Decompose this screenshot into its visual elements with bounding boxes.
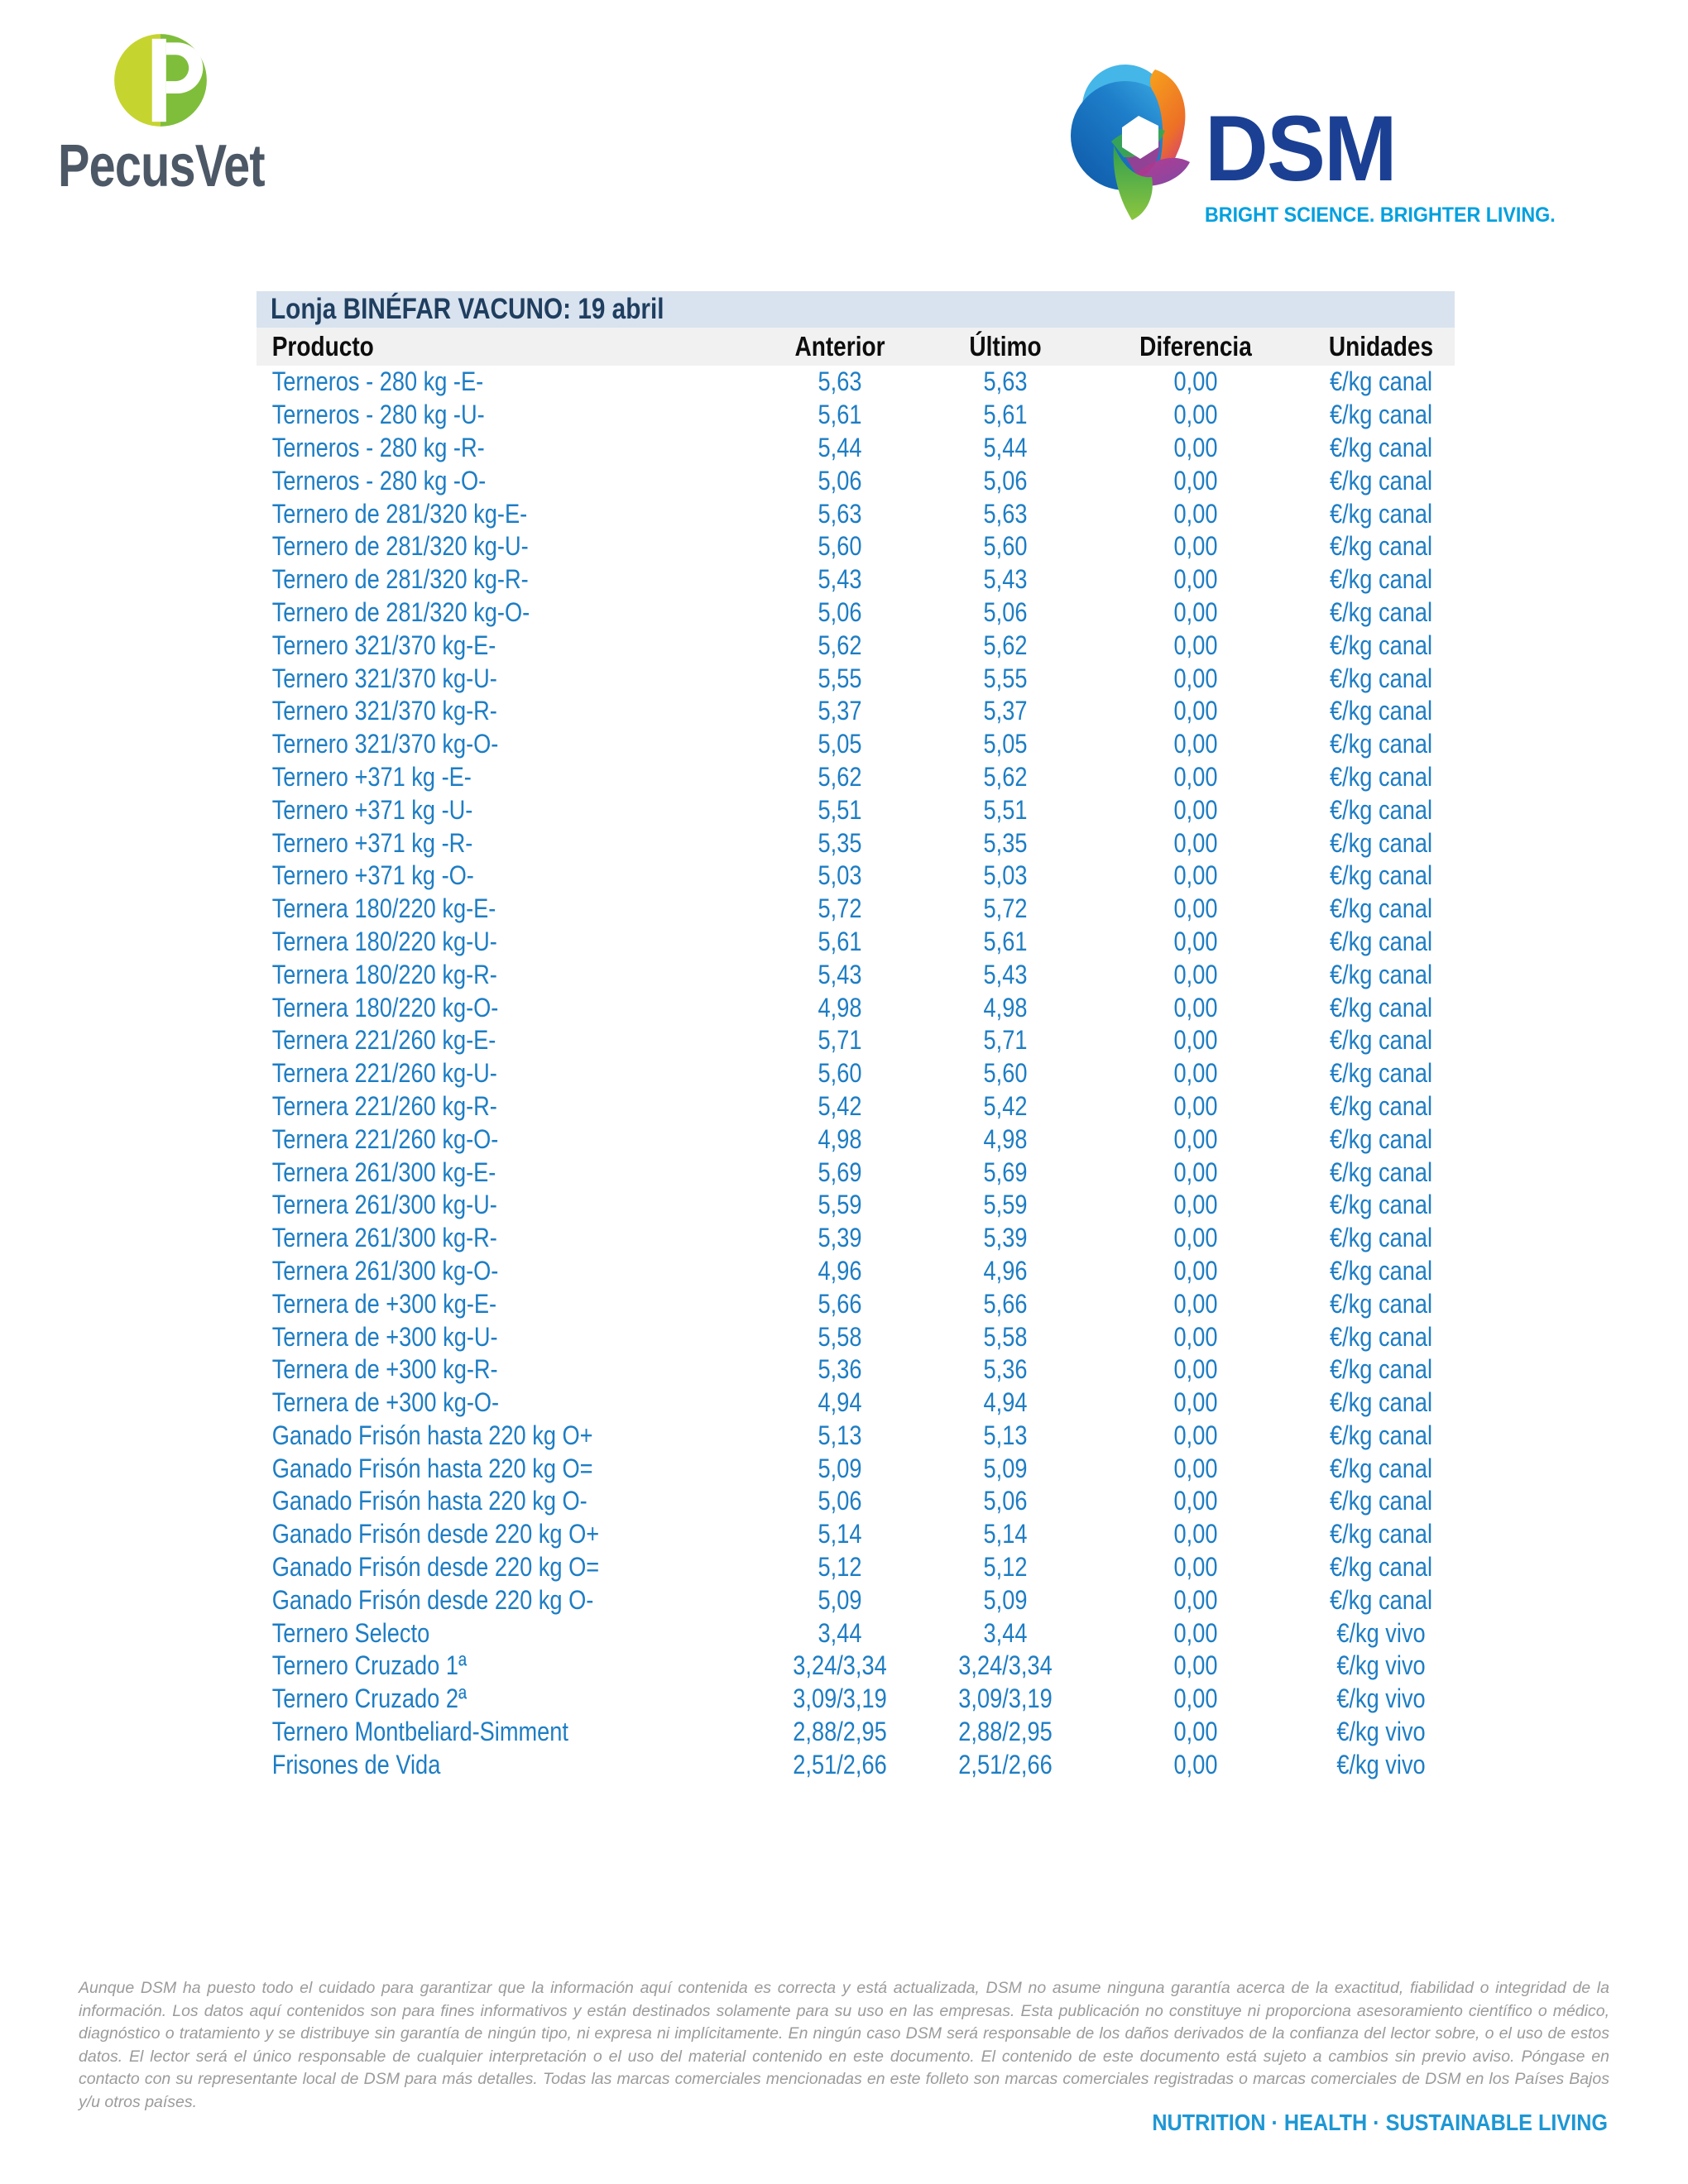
anterior-cell: 5,61 [818,400,862,430]
product-cell: Ternera 221/260 kg-U- [271,1058,497,1089]
product-cell: Terneros - 280 kg -E- [271,366,484,397]
anterior-cell: 5,37 [818,696,862,726]
table-row [257,1123,1455,1156]
diferencia-cell: 0,00 [1173,1453,1218,1483]
diferencia-cell: 0,00 [1173,992,1218,1023]
ultimo-cell: 2,51/2,66 [958,1749,1053,1779]
ultimo-cell: 5,61 [983,926,1028,956]
table-row [257,1090,1455,1123]
table-row [257,1616,1455,1650]
unidades-cell: €/kg canal [1330,926,1432,956]
product-cell: Ternero 321/370 kg-U- [271,663,497,693]
unidades-cell: €/kg canal [1330,1453,1432,1483]
table-row [257,860,1455,893]
anterior-cell: 5,63 [818,366,862,397]
table-body [257,366,1455,1781]
table-row [257,1551,1455,1584]
anterior-cell: 2,51/2,66 [793,1749,887,1779]
ultimo-cell: 5,69 [983,1157,1028,1187]
diferencia-cell: 0,00 [1173,1650,1218,1681]
anterior-cell: 5,05 [818,729,862,759]
ultimo-cell: 5,36 [983,1354,1028,1385]
diferencia-cell: 0,00 [1173,1584,1218,1615]
product-cell: Ternera de +300 kg-E- [271,1288,497,1319]
diferencia-cell: 0,00 [1173,531,1218,562]
pecusvet-monogram-icon [113,33,209,127]
product-cell: Terneros - 280 kg -O- [271,465,487,496]
table-row [257,1583,1455,1616]
product-cell: Ternero +371 kg -R- [271,827,473,858]
anterior-cell: 5,03 [818,860,862,891]
anterior-cell: 5,09 [818,1453,862,1483]
dsm-logo [1066,55,1582,228]
diferencia-cell: 0,00 [1173,893,1218,924]
anterior-cell: 5,55 [818,663,862,693]
unidades-cell: €/kg canal [1330,992,1432,1023]
anterior-cell: 5,13 [818,1420,862,1450]
product-cell: Ganado Frisón hasta 220 kg O- [271,1486,587,1516]
product-cell: Ternera 261/300 kg-E- [271,1157,496,1187]
table-row [257,563,1455,596]
diferencia-cell: 0,00 [1173,1420,1218,1450]
ultimo-cell: 5,58 [983,1321,1028,1352]
unidades-cell: €/kg canal [1330,1519,1432,1549]
unidades-cell: €/kg canal [1330,1486,1432,1516]
ultimo-cell: 5,43 [983,564,1028,595]
ultimo-cell: 5,06 [983,596,1028,627]
unidades-cell: €/kg canal [1330,564,1432,595]
column-header-diferencia: Diferencia [1139,331,1252,362]
diferencia-cell: 0,00 [1173,696,1218,726]
product-cell: Ternero de 281/320 kg-E- [271,498,528,529]
diferencia-cell: 0,00 [1173,1123,1218,1154]
anterior-cell: 5,60 [818,1058,862,1089]
diferencia-cell: 0,00 [1173,1255,1218,1286]
ultimo-cell: 5,06 [983,465,1028,496]
product-cell: Ternera 261/300 kg-O- [271,1255,499,1286]
ultimo-cell: 3,44 [983,1617,1028,1648]
diferencia-cell: 0,00 [1173,959,1218,989]
unidades-cell: €/kg canal [1330,860,1432,891]
unidades-cell: €/kg canal [1330,1354,1432,1385]
anterior-cell: 5,71 [818,1025,862,1056]
anterior-cell: 5,62 [818,761,862,792]
product-cell: Ternero de 281/320 kg-R- [271,564,529,595]
diferencia-cell: 0,00 [1173,1717,1218,1747]
ultimo-cell: 5,14 [983,1519,1028,1549]
pecusvet-logo [58,33,281,200]
unidades-cell: €/kg canal [1330,432,1432,462]
product-cell: Ganado Frisón desde 220 kg O+ [271,1519,600,1549]
ultimo-cell: 5,13 [983,1420,1028,1450]
diferencia-cell: 0,00 [1173,465,1218,496]
table-title-bar [257,291,1455,328]
ultimo-cell: 4,96 [983,1255,1028,1286]
unidades-cell: €/kg canal [1330,1223,1432,1253]
ultimo-cell: 5,66 [983,1288,1028,1319]
product-cell: Ternero Cruzado 1ª [271,1650,468,1681]
diferencia-cell: 0,00 [1173,827,1218,858]
anterior-cell: 2,88/2,95 [793,1717,887,1747]
unidades-cell: €/kg canal [1330,596,1432,627]
product-cell: Ternero 321/370 kg-E- [271,630,496,660]
anterior-cell: 5,58 [818,1321,862,1352]
product-cell: Ternero Cruzado 2ª [271,1684,468,1714]
product-cell: Ternera 261/300 kg-U- [271,1190,497,1220]
ultimo-cell: 5,63 [983,366,1028,397]
anterior-cell: 4,98 [818,1123,862,1154]
unidades-cell: €/kg canal [1330,893,1432,924]
unidades-cell: €/kg canal [1330,729,1432,759]
product-cell: Ganado Frisón desde 220 kg O- [271,1584,594,1615]
unidades-cell: €/kg canal [1330,1025,1432,1056]
product-cell: Terneros - 280 kg -U- [271,400,485,430]
anterior-cell: 5,51 [818,794,862,825]
unidades-cell: €/kg canal [1330,663,1432,693]
diferencia-cell: 0,00 [1173,596,1218,627]
diferencia-cell: 0,00 [1173,432,1218,462]
pecusvet-wordmark: PecusVet [58,133,265,199]
anterior-cell: 3,09/3,19 [793,1684,887,1714]
table-row [257,399,1455,432]
table-row [257,893,1455,926]
diferencia-cell: 0,00 [1173,729,1218,759]
unidades-cell: €/kg canal [1330,1058,1432,1089]
ultimo-cell: 5,09 [983,1453,1028,1483]
diferencia-cell: 0,00 [1173,1617,1218,1648]
ultimo-cell: 4,94 [983,1387,1028,1418]
diferencia-cell: 0,00 [1173,1190,1218,1220]
ultimo-cell: 5,12 [983,1552,1028,1583]
column-header-ultimo: Último [969,331,1042,362]
unidades-cell: €/kg canal [1330,1157,1432,1187]
unidades-cell: €/kg canal [1330,1255,1432,1286]
unidades-cell: €/kg canal [1330,498,1432,529]
diferencia-cell: 0,00 [1173,630,1218,660]
anterior-cell: 5,59 [818,1190,862,1220]
unidades-cell: €/kg vivo [1336,1717,1426,1747]
product-cell: Ternera 180/220 kg-R- [271,959,497,989]
diferencia-cell: 0,00 [1173,761,1218,792]
anterior-cell: 3,24/3,34 [793,1650,887,1681]
table-row [257,1057,1455,1090]
product-cell: Ternero +371 kg -U- [271,794,473,825]
anterior-cell: 5,06 [818,1486,862,1516]
ultimo-cell: 5,05 [983,729,1028,759]
table-row [257,1748,1455,1781]
ultimo-cell: 5,44 [983,432,1028,462]
price-table [257,291,1455,1781]
table-row [257,662,1455,695]
table-row [257,958,1455,991]
product-cell: Ternera 180/220 kg-E- [271,893,496,924]
table-row [257,926,1455,959]
diferencia-cell: 0,00 [1173,1223,1218,1253]
table-row [257,1255,1455,1288]
anterior-cell: 5,09 [818,1584,862,1615]
product-cell: Ganado Frisón desde 220 kg O= [271,1552,600,1583]
table-row [257,530,1455,563]
anterior-cell: 5,69 [818,1157,862,1187]
ultimo-cell: 5,59 [983,1190,1028,1220]
diferencia-cell: 0,00 [1173,1552,1218,1583]
diferencia-cell: 0,00 [1173,860,1218,891]
diferencia-cell: 0,00 [1173,1025,1218,1056]
unidades-cell: €/kg vivo [1336,1650,1426,1681]
anterior-cell: 5,66 [818,1288,862,1319]
unidades-cell: €/kg canal [1330,366,1432,397]
ultimo-cell: 4,98 [983,992,1028,1023]
product-cell: Ternero de 281/320 kg-O- [271,596,530,627]
table-row [257,728,1455,761]
legal-disclaimer: Aunque DSM ha puesto todo el cuidado para garantizar que la información aquí contenida es correcta y está actualizada, DSM no asume ninguna garantía acerca de la exactitud, fiabilidad o integridad de la información. Los datos aquí contenidos son para fines informativos y están destinados solamente para su uso en las empresas. Esta publicación no constituye ni proporciona asesoramiento científico o médico, diagnóstico o tratamiento y se distribuye sin garantía de ningún tipo, ni expresa ni implícitamente. En ningún caso DSM será responsable de los daños derivados de la confianza del lector sobre, o el uso de estos datos. El lector será el único responsable de cualquier interpretación o el uso del material contenido en este documento. El contenido de este documento está sujeto a cambios sin previo aviso. Póngase en contacto con su representante local de DSM para más detalles. Todas las marcas comerciales mencionadas en este folleto son marcas comerciales registradas o marcas comerciales de DSM en los Países Bajos y/u otros países. [79,1979,1609,2111]
product-cell: Ganado Frisón hasta 220 kg O= [271,1453,593,1483]
unidades-cell: €/kg canal [1330,1552,1432,1583]
ultimo-cell: 2,88/2,95 [958,1717,1053,1747]
product-cell: Ganado Frisón hasta 220 kg O+ [271,1420,593,1450]
anterior-cell: 5,63 [818,498,862,529]
ultimo-cell: 5,55 [983,663,1028,693]
table-row [257,991,1455,1024]
ultimo-cell: 5,43 [983,959,1028,989]
anterior-cell: 5,39 [818,1223,862,1253]
table-row [257,826,1455,860]
diferencia-cell: 0,00 [1173,1684,1218,1714]
ultimo-cell: 5,35 [983,827,1028,858]
ultimo-cell: 4,98 [983,1123,1028,1154]
unidades-cell: €/kg canal [1330,1321,1432,1352]
anterior-cell: 3,44 [818,1617,862,1648]
dsm-footer-tagline: NUTRITION · HEALTH · SUSTAINABLE LIVING [1152,2110,1608,2135]
table-row [257,1024,1455,1057]
unidades-cell: €/kg canal [1330,1387,1432,1418]
diferencia-cell: 0,00 [1173,1090,1218,1121]
diferencia-cell: 0,00 [1173,1749,1218,1779]
unidades-cell: €/kg canal [1330,761,1432,792]
product-cell: Ternera de +300 kg-U- [271,1321,498,1352]
product-cell: Ternera 221/260 kg-O- [271,1123,499,1154]
product-cell: Ternera 221/260 kg-R- [271,1090,497,1121]
product-cell: Ternero Montbeliard-Simment [271,1717,568,1747]
table-row [257,464,1455,497]
anterior-cell: 4,96 [818,1255,862,1286]
diferencia-cell: 0,00 [1173,1058,1218,1089]
table-row [257,695,1455,728]
table-row [257,1716,1455,1749]
diferencia-cell: 0,00 [1173,366,1218,397]
ultimo-cell: 5,42 [983,1090,1028,1121]
table-row [257,1156,1455,1189]
product-cell: Frisones de Vida [271,1749,441,1779]
diferencia-cell: 0,00 [1173,794,1218,825]
anterior-cell: 5,43 [818,959,862,989]
ultimo-cell: 5,62 [983,761,1028,792]
dsm-wordmark: DSM [1205,97,1396,200]
table-row [257,1189,1455,1222]
ultimo-cell: 5,63 [983,498,1028,529]
unidades-cell: €/kg canal [1330,959,1432,989]
anterior-cell: 5,06 [818,465,862,496]
table-row [257,1353,1455,1387]
product-cell: Ternero de 281/320 kg-U- [271,531,529,562]
diferencia-cell: 0,00 [1173,1354,1218,1385]
diferencia-cell: 0,00 [1173,1288,1218,1319]
table-row [257,1420,1455,1453]
table-row [257,1387,1455,1420]
table-row [257,1485,1455,1518]
table-row [257,366,1455,399]
anterior-cell: 5,36 [818,1354,862,1385]
anterior-cell: 5,42 [818,1090,862,1121]
unidades-cell: €/kg canal [1330,630,1432,660]
table-row [257,497,1455,530]
table-row [257,1650,1455,1683]
product-cell: Ternera 221/260 kg-E- [271,1025,496,1056]
ultimo-cell: 5,71 [983,1025,1028,1056]
table-row [257,1518,1455,1551]
anterior-cell: 5,06 [818,596,862,627]
unidades-cell: €/kg canal [1330,1123,1432,1154]
ultimo-cell: 5,61 [983,400,1028,430]
diferencia-cell: 0,00 [1173,1157,1218,1187]
anterior-cell: 4,98 [818,992,862,1023]
diferencia-cell: 0,00 [1173,1486,1218,1516]
unidades-cell: €/kg canal [1330,465,1432,496]
table-row [257,1222,1455,1255]
ultimo-cell: 5,03 [983,860,1028,891]
diferencia-cell: 0,00 [1173,1519,1218,1549]
diferencia-cell: 0,00 [1173,926,1218,956]
column-header-anterior: Anterior [794,331,885,362]
diferencia-cell: 0,00 [1173,498,1218,529]
table-title: Lonja BINÉFAR VACUNO: 19 abril [271,293,664,325]
ultimo-cell: 5,60 [983,531,1028,562]
ultimo-cell: 5,09 [983,1584,1028,1615]
diferencia-cell: 0,00 [1173,663,1218,693]
product-cell: Ternero 321/370 kg-O- [271,729,499,759]
product-cell: Ternera de +300 kg-O- [271,1387,500,1418]
ultimo-cell: 5,51 [983,794,1028,825]
anterior-cell: 5,12 [818,1552,862,1583]
unidades-cell: €/kg vivo [1336,1749,1426,1779]
ultimo-cell: 5,62 [983,630,1028,660]
table-row [257,1287,1455,1320]
unidades-cell: €/kg canal [1330,827,1432,858]
table-row [257,1452,1455,1485]
anterior-cell: 5,44 [818,432,862,462]
product-cell: Ternero +371 kg -E- [271,761,472,792]
unidades-cell: €/kg canal [1330,696,1432,726]
diferencia-cell: 0,00 [1173,1387,1218,1418]
table-header-row [257,328,1455,366]
ultimo-cell: 5,37 [983,696,1028,726]
dsm-swirl-icon [1066,55,1198,228]
table-row [257,432,1455,465]
dsm-logo-tagline: BRIGHT SCIENCE. BRIGHTER LIVING. [1205,204,1556,227]
unidades-cell: €/kg vivo [1336,1617,1426,1648]
anterior-cell: 5,72 [818,893,862,924]
table-row [257,629,1455,662]
product-cell: Terneros - 280 kg -R- [271,432,485,462]
product-cell: Ternera 261/300 kg-R- [271,1223,497,1253]
ultimo-cell: 3,09/3,19 [958,1684,1053,1714]
diferencia-cell: 0,00 [1173,400,1218,430]
anterior-cell: 5,14 [818,1519,862,1549]
ultimo-cell: 3,24/3,34 [958,1650,1053,1681]
anterior-cell: 4,94 [818,1387,862,1418]
unidades-cell: €/kg canal [1330,794,1432,825]
product-cell: Ternera 180/220 kg-O- [271,992,499,1023]
unidades-cell: €/kg canal [1330,1584,1432,1615]
anterior-cell: 5,62 [818,630,862,660]
product-cell: Ternero 321/370 kg-R- [271,696,497,726]
ultimo-cell: 5,06 [983,1486,1028,1516]
unidades-cell: €/kg canal [1330,1090,1432,1121]
ultimo-cell: 5,39 [983,1223,1028,1253]
ultimo-cell: 5,72 [983,893,1028,924]
column-header-unidades: Unidades [1328,331,1434,362]
product-cell: Ternero Selecto [271,1617,430,1648]
anterior-cell: 5,61 [818,926,862,956]
table-row [257,793,1455,826]
ultimo-cell: 5,60 [983,1058,1028,1089]
unidades-cell: €/kg canal [1330,400,1432,430]
unidades-cell: €/kg canal [1330,531,1432,562]
diferencia-cell: 0,00 [1173,564,1218,595]
diferencia-cell: 0,00 [1173,1321,1218,1352]
product-cell: Ternero +371 kg -O- [271,860,474,891]
anterior-cell: 5,35 [818,827,862,858]
table-row [257,761,1455,794]
product-cell: Ternera 180/220 kg-U- [271,926,497,956]
unidades-cell: €/kg vivo [1336,1684,1426,1714]
product-cell: Ternera de +300 kg-R- [271,1354,498,1385]
unidades-cell: €/kg canal [1330,1288,1432,1319]
unidades-cell: €/kg canal [1330,1190,1432,1220]
table-row [257,1320,1455,1353]
table-row [257,1683,1455,1716]
unidades-cell: €/kg canal [1330,1420,1432,1450]
column-header-producto: Producto [271,331,374,362]
table-row [257,596,1455,630]
anterior-cell: 5,60 [818,531,862,562]
anterior-cell: 5,43 [818,564,862,595]
